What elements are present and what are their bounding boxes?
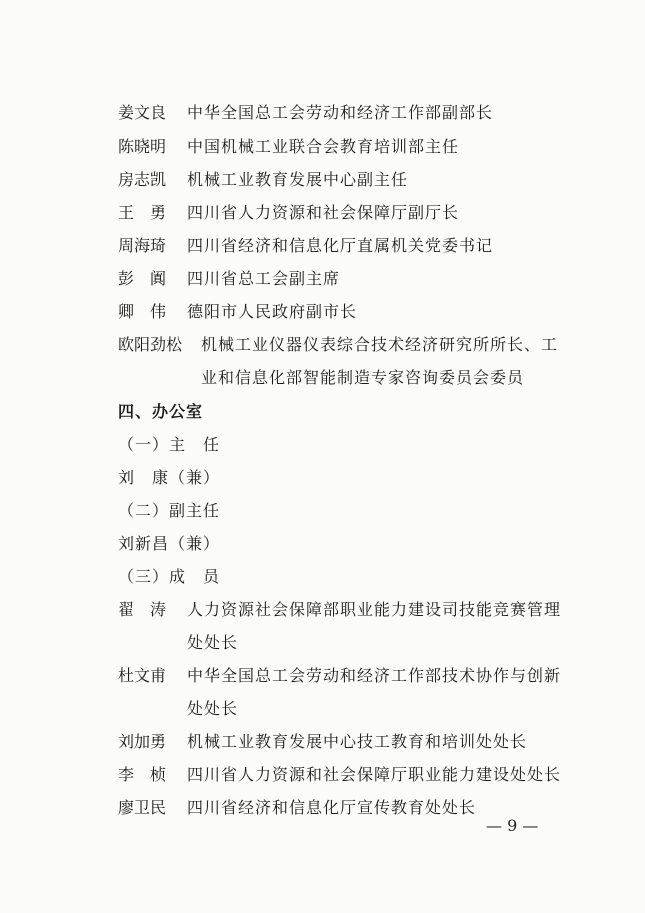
member-role: 机械工业教育发展中心技工教育和培训处处长	[187, 732, 528, 751]
member-role: 中华全国总工会劳动和经济工作部副部长	[187, 103, 494, 122]
member-role: 四川省经济和信息化厅直属机关党委书记	[187, 236, 494, 255]
page-number: — 9 —	[486, 816, 539, 835]
member-role: 德阳市人民政府副市长	[187, 302, 358, 321]
member-role-continuation: 处处长	[187, 699, 239, 718]
member-name: 卿 伟	[118, 302, 167, 321]
member-name: 周海琦	[118, 236, 167, 255]
member-role: 机械工业教育发展中心副主任	[187, 170, 409, 189]
member-role: 四川省人力资源和社会保障厅副厅长	[187, 203, 460, 222]
member-name: 欧阳劲松	[118, 335, 183, 354]
member-role: 四川省总工会副主席	[187, 269, 341, 288]
member-name: 廖卫民	[118, 798, 167, 817]
member-role: 中国机械工业联合会教育培训部主任	[187, 137, 460, 156]
deputy-name: 刘新昌（兼）	[118, 534, 221, 553]
member-name: 姜文良	[118, 103, 167, 122]
member-name: 房志凯	[118, 170, 167, 189]
member-role: 人力资源社会保障部职业能力建设司技能竞赛管理	[187, 600, 562, 619]
member-role: 四川省经济和信息化厅宣传教育处处长	[187, 798, 477, 817]
member-name: 刘加勇	[118, 732, 167, 751]
member-name: 彭 阗	[118, 269, 167, 288]
director-name: 刘 康（兼）	[118, 468, 221, 487]
member-name: 翟 涛	[118, 600, 167, 619]
member-name: 陈晓明	[118, 137, 167, 156]
deputy-heading: （二）副主任	[118, 501, 221, 520]
member-name: 王 勇	[118, 203, 167, 222]
member-role: 四川省人力资源和社会保障厅职业能力建设处处长	[187, 765, 562, 784]
section-title: 四、办公室	[118, 402, 204, 421]
member-name: 李 桢	[118, 765, 167, 784]
director-heading: （一）主 任	[118, 435, 221, 454]
member-role-continuation: 业和信息化部智能制造专家咨询委员会委员	[201, 368, 525, 387]
member-role-continuation: 处处长	[187, 633, 239, 652]
member-role: 中华全国总工会劳动和经济工作部技术协作与创新	[187, 666, 562, 685]
member-role: 机械工业仪器仪表综合技术经济研究所所长、工	[201, 335, 559, 354]
members-heading: （三）成 员	[118, 567, 221, 586]
member-name: 杜文甫	[118, 666, 167, 685]
